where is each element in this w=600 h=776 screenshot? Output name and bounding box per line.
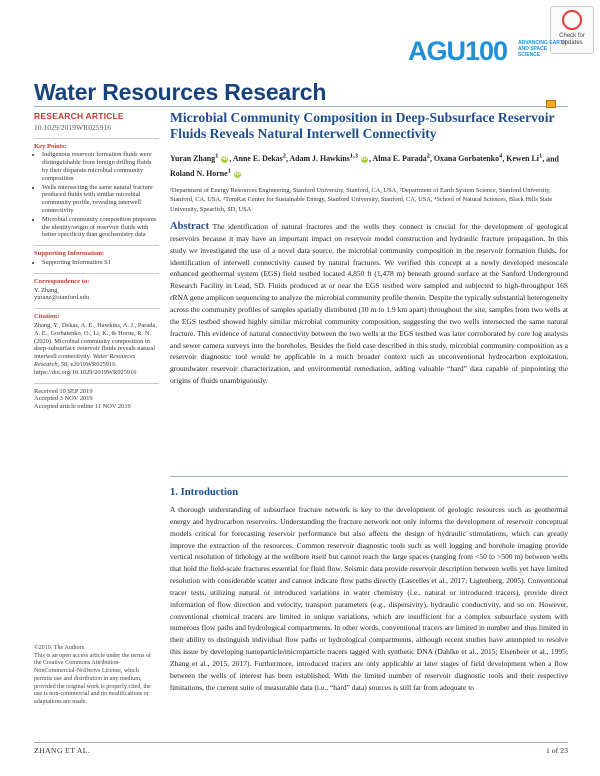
check-updates-icon bbox=[562, 10, 582, 30]
key-point: • Wells intersecting the same natural fracture produced fluids with similar microbial community profile, revealing interwell connectivity bbox=[42, 184, 159, 215]
key-point: • Indigenous reservoir formation fluids were distinguishable from foreign drilling fluids by their disparate microbial community composition bbox=[42, 151, 159, 182]
author[interactable]: Kewen Li$^1$ bbox=[506, 152, 543, 164]
section-divider bbox=[170, 476, 568, 477]
author[interactable]: Anne E. Dekas$^2$ bbox=[232, 152, 286, 164]
supporting-info-item[interactable]: • Supporting Information S1 bbox=[42, 259, 159, 267]
check-updates-label: Check for updates bbox=[559, 33, 585, 46]
sidebar-divider bbox=[34, 308, 159, 309]
sidebar-divider bbox=[34, 138, 159, 139]
author[interactable]: Oxana Gorbatenko$^4$ bbox=[433, 152, 503, 164]
page-number: 1 of 23 bbox=[545, 746, 568, 755]
supporting-info-heading: Supporting Information: bbox=[34, 250, 105, 258]
agu-logo bbox=[408, 34, 567, 70]
correspondence-email[interactable]: yuranz@stanford.edu bbox=[34, 294, 90, 302]
received-date: Received 10 SEP 2019 bbox=[34, 387, 93, 395]
license-text: This is an open access article under the terms of the Creative Commons Attribution-NonCommercial-NoDerivs License, which permits use and distribution in any medium, provided the original work is properly cited, the use is non-commercial and no modifications or adaptations are made. bbox=[34, 652, 151, 705]
article-type: RESEARCH ARTICLE bbox=[34, 111, 124, 121]
abstract bbox=[170, 221, 568, 387]
sidebar-divider bbox=[34, 245, 159, 246]
citation-doi[interactable]: e2019WR025916. https://doi.org/10.1029/2019WR025916 bbox=[34, 360, 137, 376]
agu-brand: AGU100 bbox=[408, 36, 508, 66]
correspondence-name: Y. Zhang, bbox=[34, 286, 59, 294]
orcid-icon[interactable]: iD bbox=[234, 170, 240, 177]
sidebar-divider bbox=[34, 383, 159, 384]
author[interactable]: Alma E. Parada$^2$ bbox=[372, 152, 430, 164]
author-list: Yuran Zhang$^1$ iD , Anne E. Dekas$^2$, Adam J. Hawkins$^{1,3}$ iD , Alma E. Parada$^2$, Oxana Gorbatenko$^4$, Kewen Li$^1$, and Roland N. Horne$^1$ iD bbox=[170, 152, 559, 178]
footer-author: ZHANG ET AL. bbox=[34, 746, 91, 755]
paper-title: Microbial Community Composition in Deep-Subsurface Reservoir Fluids Reveals Natural Interwell Connectivity bbox=[170, 110, 555, 142]
sidebar-divider bbox=[34, 273, 159, 274]
abstract-label: Abstract bbox=[170, 221, 210, 233]
correspondence-heading: Correspondence to: bbox=[34, 277, 90, 285]
key-points-list bbox=[34, 151, 159, 239]
orcid-icon[interactable]: iD bbox=[222, 156, 228, 163]
abstract-text: The identification of natural fractures and the wells they connect is crucial for the development of geological reservoirs because it may have an important impact on reservoir model construction and hydraulic fracture propagation. In this study we investigated the use of a novel data source, the microbial community composition in the reservoir formation fluids, for identification of interwell connectivity caused by natural fractures. We verified this concept at a newly developed mesoscale enhanced geothermal system (EGS) field testbed located 4,850 ft (1,478 m) beneath ground surface at the Sanford Underground Research Facility in Lead, SD. Fluids produced at or near the EGS testbed were sampled and subjected to high-throughput 16S rRNA gene amplicon sequencing to analyze the microbial community profile therein. Despite the typically substantial heterogeneity across the community profiles of samples spatially distributed (10 m to 1.9 km apart) throughout the site, samples from two wells at the EGS testbed showed highly similar microbial community composition, suggesting the two wells intersected the same natural fracture. This evidence of natural connectivity between the two wells at the EGS testbed was later corroborated by core log analysis and sewer camera surveys into the boreholes. Besides the field case described in this study, microbial community composition as a reservoir diagnostic tool would be applicable in a much broader context such as unconventional hydrocarbon exploitation, groundwater reservoir characterization, and environmental remediation, adding valuable “hard” data capable of pinpointing the origins of fluids unambiguously. bbox=[170, 222, 568, 386]
bookmark-icon[interactable] bbox=[546, 95, 556, 103]
main-content bbox=[170, 110, 568, 394]
intro-body: A thorough understanding of subsurface fracture network is key to the development of geologic resources such as geothermal energy and hydrocarbon reservoirs. Understanding the fracture network not only informs the development of reservoir conceptual models critical for forecasting reservoir performance but also affects the design of hydraulic stimulations, which can greatly improve the extraction of the resources. Common reservoir diagnostic tools such as well logging and borehole imaging provide vertical resolution of lithology at the wellbore itself but cannot reach the large spaces (ranging from <50 to >500 m) between wells that hold the field-scale fractures essential for fluid flow. Seismic data provide reservoir description between wells yet have limited resolution with considerable scatter and cannot indicate flow paths directly (Lascelles et al., 2017; Ligtenberg, 2005). Conventional tracer tests, utilizing natural or introduced variations in water chemistry (i.e., natural or introduced tracers), provide direct information of flow direction and velocity, transport parameters (e.g., dispersivity), hydraulic conductivity, and so on. However, conventional chemical tracers are limited in unique variations, which are insufficient for a complex subsurface system with numerous flow paths and hydrological compartments. In other words, conventional tracers are limited in number and thus limited in their ability to distinguish individual flow paths or hydrological compartments, although recent studies have attempted to resolve this issue by developing nanoparticle/microparticle tracers tagged with synthetic DNA (Dahlke et al., 2015; Elsenbeer et al., 1995; Zhang et al., 2015, 2017). Furthermore, introduced tracers are only applicable at later stages of field development when a flow between the wells of interest has been established. With the limited number of reservoir diagnostic tools and their respective limitations, the current suite of measurable data (i.e., “hard” data) sources is still far from adequate to bbox=[170, 505, 568, 692]
agu-tagline: ADVANCING EARTH AND SPACE SCIENCE bbox=[518, 40, 567, 58]
journal-title: Water Resources Research bbox=[34, 79, 327, 105]
copyright: ©2019. The Authors. bbox=[34, 645, 86, 651]
sidebar bbox=[34, 113, 159, 411]
article-doi[interactable]: 10.1029/2019WR025916 bbox=[34, 122, 111, 132]
citation-heading: Citation: bbox=[34, 313, 60, 321]
affiliations: ¹Department of Energy Resources Engineering, Stanford University, Stanford, CA, USA, ²Department of Earth System Science, Stanford University, Stanford, CA, USA, ³TomKat Center for Sustainable Energy, Stanford University, Stanford, CA, USA, ⁴School of Natural Sciences, Black Hills State University, Spearfish, SD, USA bbox=[170, 186, 553, 213]
author[interactable]: Adam J. Hawkins$^{1,3}$ iD bbox=[289, 152, 367, 164]
author[interactable]: Yuran Zhang$^1$ iD bbox=[170, 152, 228, 164]
accepted-date: Accepted 3 NOV 2019 bbox=[34, 395, 93, 403]
intro-heading: 1. Introduction bbox=[170, 487, 239, 498]
citation-journal: Water Resources Research, 56, bbox=[34, 353, 136, 368]
accepted-online-date: Accepted article online 11 NOV 2019 bbox=[34, 403, 131, 411]
header-divider bbox=[34, 106, 568, 107]
supporting-info-list bbox=[34, 259, 159, 267]
license-block bbox=[34, 645, 156, 707]
key-points-heading: Key Points: bbox=[34, 142, 67, 150]
citation-text: Zhang, Y., Dekas, A. E., Hawkins, A. J., Parada, A. E., Gorbatenko, O., Li, K., & Horne, R. N. (2020). Microbial community composition in deep-subsurface reservoir fluids reveals natural interwell connectivity. Water Resources Research, 56, e2019WR025916. https://doi.org/10.1029/2019WR025916 bbox=[34, 321, 157, 376]
author[interactable]: Roland N. Horne$^1$ iD bbox=[170, 167, 240, 178]
orcid-icon[interactable]: iD bbox=[362, 156, 367, 163]
footer-divider bbox=[34, 742, 568, 743]
key-point: • Microbial community composition pinpoints the identity/origin of reservoir fluids with better specificity than geochemistry data bbox=[42, 216, 159, 239]
